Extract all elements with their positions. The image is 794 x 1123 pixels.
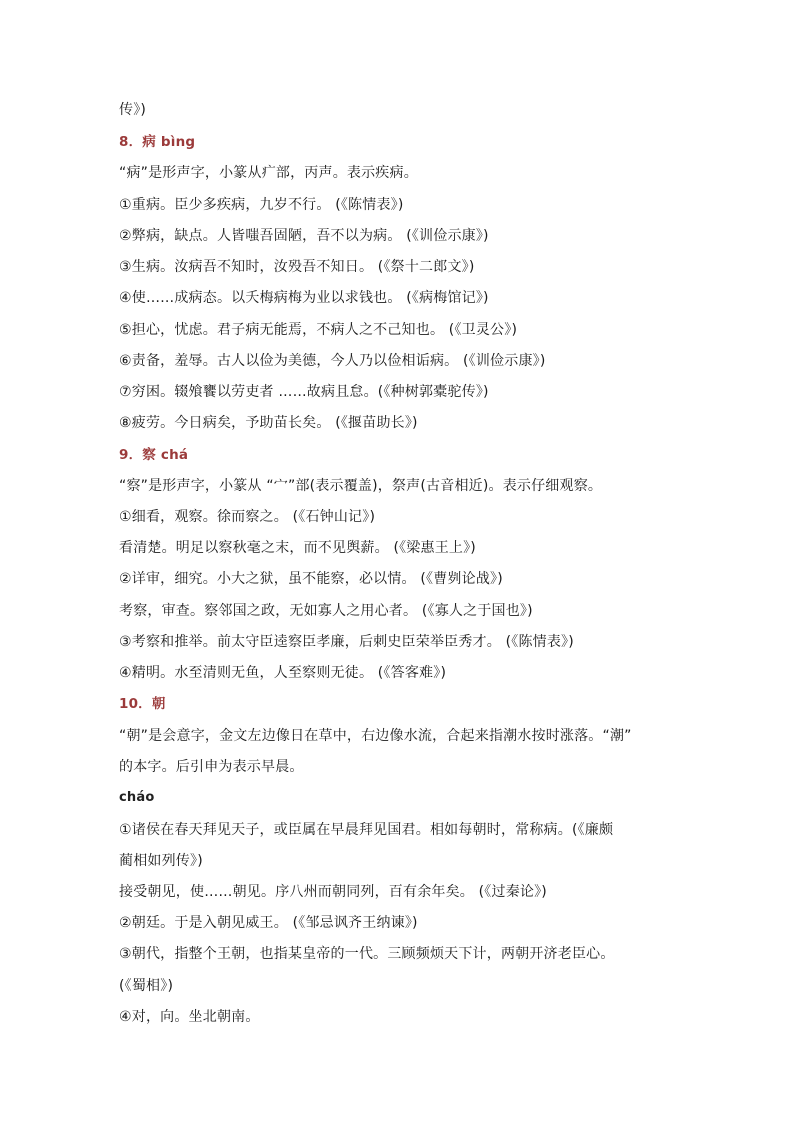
definition-line: ③考察和推举。前太守臣逵察臣孝廉，后刺史臣荣举臣秀才。 (《陈情表》) xyxy=(119,634,574,650)
text-line: “病”是形声字，小篆从疒部，丙声。表示疾病。 xyxy=(119,165,418,181)
definition-line: ②详审，细究。小大之狱，虽不能察，必以情。 (《曹刿论战》) xyxy=(119,571,503,587)
text-line: “察”是形声字，小篆从 “宀”部(表示覆盖)，祭声(古音相近)。表示仔细观察。 xyxy=(119,478,603,494)
text-line: “朝”是会意字，金文左边像日在草中，右边像水流，合起来指潮水按时涨落。“潮” xyxy=(119,728,632,744)
definition-line: ⑦穷困。辍飧饔以劳吏者 ……故病且怠。(《种树郭橐驼传》) xyxy=(119,384,489,400)
definition-line: 考察，审查。察邻国之政，无如寡人之用心者。 (《寡人之于国也》) xyxy=(119,603,533,619)
definition-line: ①诸侯在春天拜见天子，或臣属在早晨拜见国君。相如每朝时，常称病。(《廉颇 xyxy=(119,822,614,838)
definition-line: 蔺相如列传》) xyxy=(119,853,203,869)
definition-line: 接受朝见，使……朝见。序八州而朝同列，百有余年矣。 (《过秦论》) xyxy=(119,884,547,900)
definition-line: ③生病。汝病吾不知时，汝殁吾不知日。 (《祭十二郎文》) xyxy=(119,259,475,275)
text-line: 的本字。后引申为表示早晨。 xyxy=(119,759,304,775)
definition-line: ⑤担心，忧虑。君子病无能焉，不病人之不己知也。 (《卫灵公》) xyxy=(119,322,518,338)
definition-line: ⑧疲劳。今日病矣，予助苗长矣。 (《揠苗助长》) xyxy=(119,415,418,431)
definition-line: 看清楚。明足以察秋毫之末，而不见舆薪。 (《梁惠王上》) xyxy=(119,540,476,556)
section-heading-chao: 10．朝 xyxy=(119,696,166,712)
definition-line: ⑥责备，羞辱。古人以俭为美德，今人乃以俭相诟病。 (《训俭示康》) xyxy=(119,353,546,369)
definition-line: ②朝廷。于是入朝见威王。 (《邹忌讽齐王纳谏》) xyxy=(119,915,418,931)
definition-line: ①细看，观察。徐而察之。 (《石钟山记》) xyxy=(119,509,376,525)
definition-line: (《蜀相》) xyxy=(119,978,174,994)
definition-line: ③朝代，指整个王朝，也指某皇帝的一代。三顾频烦天下计，两朝开济老臣心。 xyxy=(119,946,615,962)
definition-line: ④精明。水至清则无鱼，人至察则无徒。 (《答客难》) xyxy=(119,665,447,681)
section-heading-cha: 9．察 chá xyxy=(119,447,189,463)
pinyin-label: cháo xyxy=(119,790,155,805)
definition-line: ④对，向。坐北朝南。 xyxy=(119,1009,260,1025)
definition-line: ④使……成病态。以夭梅病梅为业以求钱也。 (《病梅馆记》) xyxy=(119,290,489,306)
definition-line: ②弊病，缺点。人皆嗤吾固陋，吾不以为病。 (《训俭示康》) xyxy=(119,228,489,244)
definition-line: ①重病。臣少多疾病，九岁不行。 (《陈情表》) xyxy=(119,197,404,213)
text-line: 传》) xyxy=(119,102,147,118)
section-heading-bing: 8．病 bìng xyxy=(119,134,196,150)
